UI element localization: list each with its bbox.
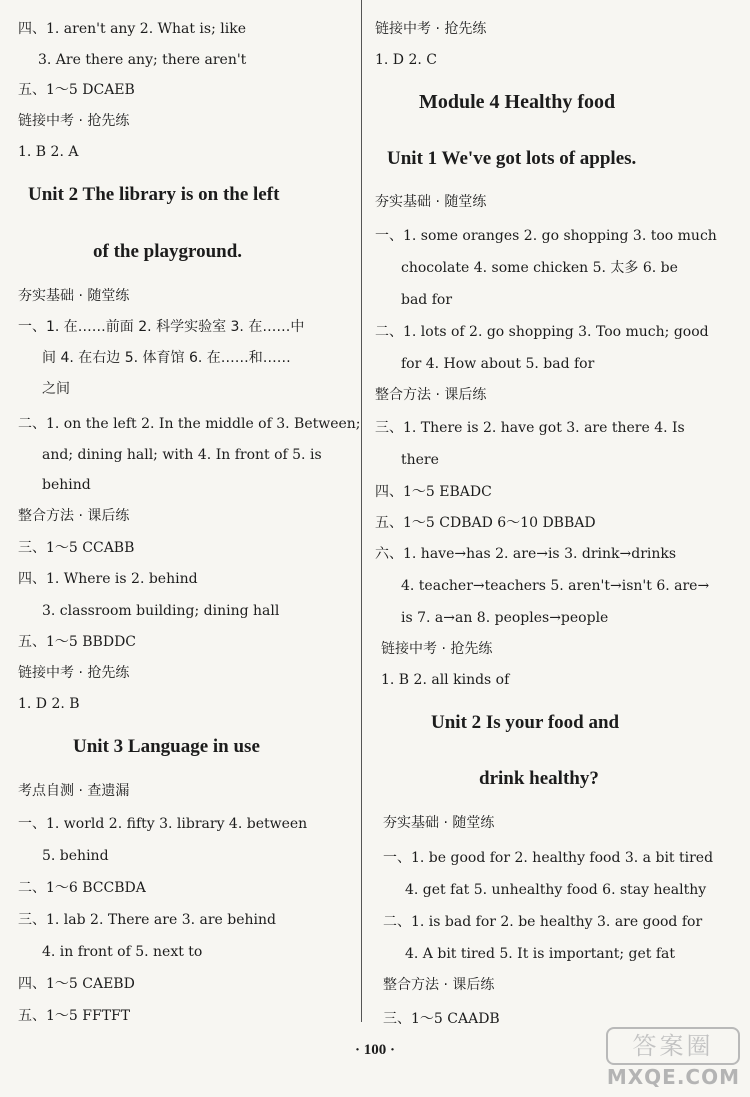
right-column — [375, 0, 715, 1030]
answer-line: 4. get fat 5. unhealthy food 6. stay healthy — [405, 882, 707, 898]
unit-title: Unit 2 The library is on the left — [28, 184, 280, 205]
answer-line: 五、1～5 BBDDC — [18, 634, 137, 650]
section-label: 夯实基础 · 随堂练 — [18, 288, 130, 304]
answer-line: behind — [42, 477, 91, 493]
answer-line: 二、1～6 BCCBDA — [18, 880, 146, 896]
answer-line: 1. B 2. all kinds of — [381, 672, 510, 688]
answer-line: 4. teacher→teachers 5. aren't→isn't 6. are→ — [401, 578, 710, 594]
section-label: 整合方法 · 课后练 — [383, 977, 495, 993]
answer-line: 一、1. 在……前面 2. 科学实验室 3. 在……中 — [18, 319, 305, 335]
module-title: Module 4 Healthy food — [419, 91, 616, 113]
answer-line: 3. Are there any; there aren't — [38, 52, 247, 68]
section-label: 链接中考 · 抢先练 — [18, 113, 130, 129]
unit-title: Unit 3 Language in use — [73, 736, 260, 757]
answer-line: 六、1. have→has 2. are→is 3. drink→drinks — [375, 546, 677, 562]
answer-line: 4. A bit tired 5. It is important; get fat — [405, 946, 675, 962]
answer-line: for 4. How about 5. bad for — [401, 356, 595, 372]
answer-line: 1. B 2. A — [18, 144, 79, 160]
watermark-text: 答案圈 — [606, 1027, 740, 1065]
answer-line: 1. D 2. C — [375, 52, 438, 68]
answer-line: 二、1. on the left 2. In the middle of 3. Between; — [18, 416, 361, 432]
answer-line: 1. D 2. B — [18, 696, 80, 712]
answer-line: 五、1～5 FFTFT — [18, 1008, 131, 1024]
answer-line: 之间 — [42, 381, 70, 397]
section-label: 链接中考 · 抢先练 — [375, 21, 487, 37]
answer-line: 五、1～5 DCAEB — [18, 82, 135, 98]
unit-title-cont: drink healthy? — [479, 768, 599, 789]
answer-line: 三、1～5 CAADB — [383, 1011, 500, 1027]
unit-title: Unit 2 Is your food and — [431, 712, 620, 733]
section-label: 考点自测 · 查遗漏 — [18, 783, 130, 799]
answer-line: there — [401, 452, 439, 468]
answer-line: 3. classroom building; dining hall — [42, 603, 280, 619]
answer-line: 5. behind — [42, 848, 109, 864]
unit-title: Unit 1 We've got lots of apples. — [387, 148, 637, 169]
answer-line: bad for — [401, 292, 453, 308]
answer-line: 四、1. Where is 2. behind — [18, 571, 198, 587]
section-label: 链接中考 · 抢先练 — [18, 665, 130, 681]
answer-line: chocolate 4. some chicken 5. 太多 6. be — [401, 260, 678, 276]
answer-line: 一、1. be good for 2. healthy food 3. a bit tired — [383, 850, 714, 866]
answer-line: and; dining hall; with 4. In front of 5. is — [42, 447, 322, 463]
answer-line: 三、1. lab 2. There are 3. are behind — [18, 912, 276, 928]
answer-line: 一、1. world 2. fifty 3. library 4. between — [18, 816, 308, 832]
section-label: 整合方法 · 课后练 — [18, 508, 130, 524]
unit-title-cont: of the playground. — [93, 241, 243, 262]
section-label: 整合方法 · 课后练 — [375, 387, 487, 403]
answer-line: 三、1～5 CCABB — [18, 540, 135, 556]
answer-line: 四、1～5 CAEBD — [18, 976, 135, 992]
section-label: 链接中考 · 抢先练 — [381, 641, 493, 657]
answer-line: 二、1. is bad for 2. be healthy 3. are good for — [383, 914, 703, 930]
answer-line: 4. in front of 5. next to — [42, 944, 203, 960]
section-label: 夯实基础 · 随堂练 — [383, 815, 495, 831]
left-column — [18, 0, 361, 1030]
answer-line: 三、1. There is 2. have got 3. are there 4. Is — [375, 420, 685, 436]
answer-line: is 7. a→an 8. peoples→people — [401, 610, 609, 626]
answer-line: 间 4. 在右边 5. 体育馆 6. 在……和…… — [42, 350, 291, 366]
answer-line: 一、1. some oranges 2. go shopping 3. too much — [375, 228, 717, 244]
answer-line: 四、1～5 EBADC — [375, 484, 492, 500]
answer-line: 五、1～5 CDBAD 6～10 DBBAD — [375, 515, 596, 531]
answer-line: 二、1. lots of 2. go shopping 3. Too much; good — [375, 324, 709, 340]
answer-line: 四、1. aren't any 2. What is; like — [18, 21, 246, 37]
section-label: 夯实基础 · 随堂练 — [375, 194, 487, 210]
column-divider — [361, 0, 362, 1022]
watermark-logo — [600, 1027, 740, 1089]
page-number: · 100 · — [354, 1042, 395, 1058]
watermark-url: MXQE.COM — [606, 1065, 740, 1089]
